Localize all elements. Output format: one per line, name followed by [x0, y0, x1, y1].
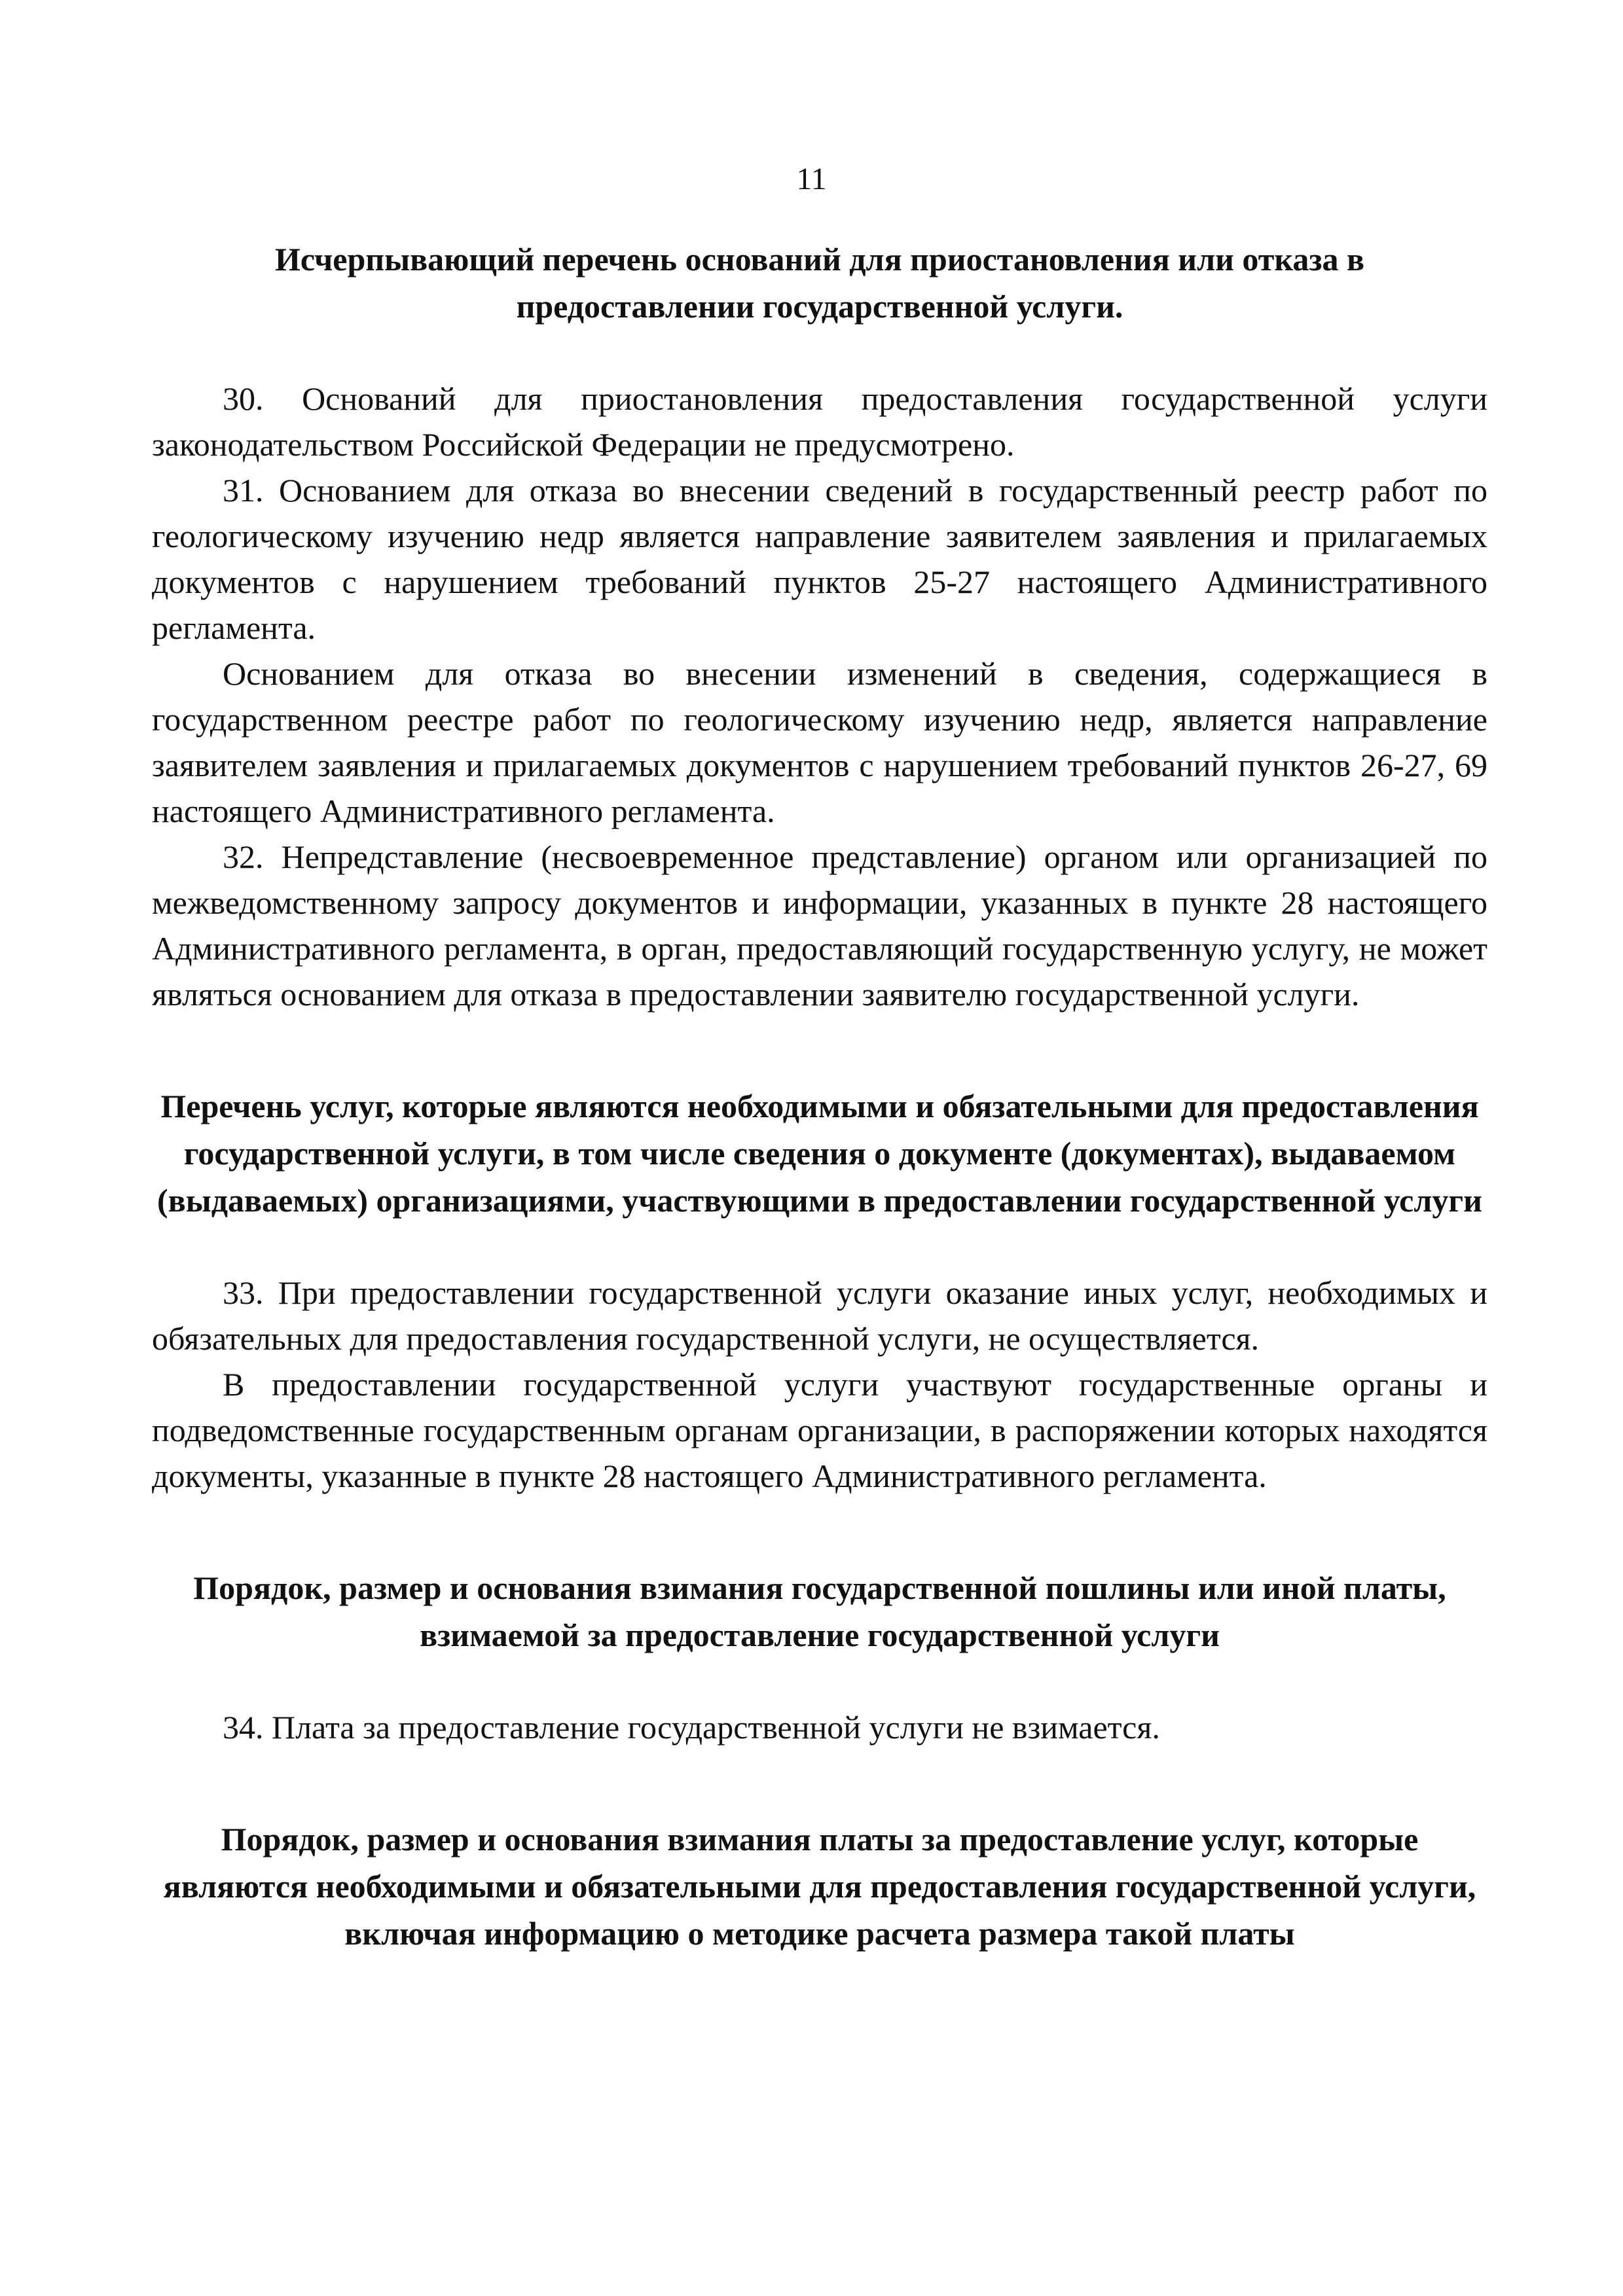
section-heading: Порядок, размер и основания взимания платы за предоставление услуг, которые являются необходимыми и обязательными для предоставления государственной услуги, включая информацию о методике расчета размера такой платы	[163, 1821, 1476, 1952]
paragraph-33-continued: В предоставлении государственной услуги участвуют государственные органы и подведомственные государственным органам организации, в распоряжении которых находятся документы, указанные в пункте 28 настоящего Административного регламента.	[152, 1366, 1487, 1494]
section-state-fee	[152, 1564, 1487, 1750]
paragraph-31: 31. Основанием для отказа во внесении сведений в государственный реестр работ по геологическому изучению недр является направление заявителем заявления и прилагаемых документов с нарушением требований пунктов 25-27 настоящего Административного регламента.	[152, 472, 1487, 646]
section-heading: Перечень услуг, которые являются необходимыми и обязательными для предоставления государственной услуги, в том числе сведения о документе (документах), выдаваемом (выдаваемых) организациями, участвующими в предоставлении государственной услуги	[157, 1088, 1482, 1219]
paragraph-34: 34. Плата за предоставление государственной услуги не взимается.	[223, 1709, 1160, 1746]
section-grounds-for-refusal	[152, 236, 1487, 1017]
page-number: 11	[796, 162, 827, 196]
paragraph-30: 30. Оснований для приостановления предоставления государственной услуги законодательством Российской Федерации не предусмотрено.	[152, 380, 1487, 463]
section-required-services	[152, 1083, 1487, 1499]
document-body	[152, 236, 1487, 1957]
section-fee-for-required-services	[152, 1816, 1487, 1957]
section-heading: Исчерпывающий перечень оснований для приостановления или отказа в предоставлении государственной услуги.	[275, 241, 1364, 325]
paragraph-33: 33. При предоставлении государственной услуги оказание иных услуг, необходимых и обязательных для предоставления государственной услуги, не осуществляется.	[152, 1274, 1487, 1357]
section-heading: Порядок, размер и основания взимания государственной пошлины или иной платы, взимаемой за предоставление государственной услуги	[193, 1570, 1446, 1653]
paragraph-31-continued: Основанием для отказа во внесении изменений в сведения, содержащиеся в государственном реестре работ по геологическому изучению недр, является направление заявителем заявления и прилагаемых документов с нарушением требований пунктов 26-27, 69 настоящего Административного регламента.	[152, 655, 1487, 829]
paragraph-32: 32. Непредставление (несвоевременное представление) органом или организацией по межведомственному запросу документов и информации, указанных в пункте 28 настоящего Административного регламента, в орган, предоставляющий государственную услугу, не может являться основанием для отказа в предоставлении заявителю государственной услуги.	[152, 838, 1487, 1013]
